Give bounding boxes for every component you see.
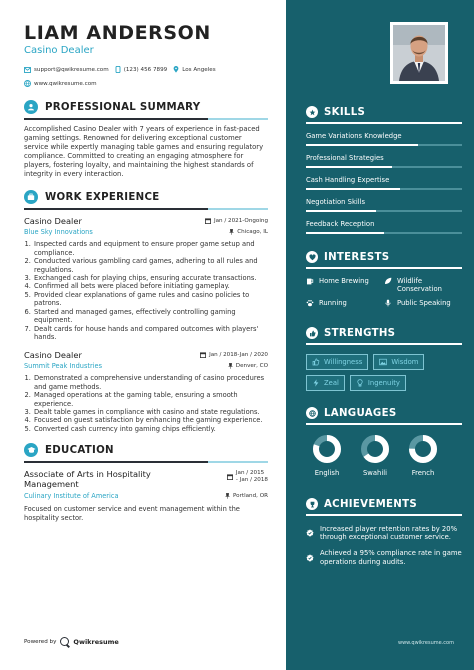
section-divider <box>24 208 268 210</box>
job-bullet: 4. Confirmed all bets were placed before initiating gameplay. <box>33 282 268 290</box>
job-entry <box>24 350 268 433</box>
strength-tags <box>306 354 456 391</box>
job-list <box>24 216 268 433</box>
job-title: Casino Dealer <box>24 350 82 361</box>
lightbulb-icon <box>356 379 364 387</box>
summary-section <box>24 100 268 178</box>
skill-bar-fill <box>306 166 392 168</box>
languages-heading: LANGUAGES <box>324 407 397 419</box>
contact-phone[interactable] <box>115 66 168 73</box>
skill-bar-fill <box>306 144 418 146</box>
company-name: Summit Peak Industries <box>24 362 103 371</box>
qwikresume-logo-icon <box>60 637 69 646</box>
interest-item <box>384 299 462 307</box>
pin-icon <box>229 229 234 235</box>
job-bullet: 6. Started and managed games, effectively controlling gaming equipment. <box>33 308 268 325</box>
language-label: English <box>314 468 340 477</box>
company-name: Blue Sky Innovations <box>24 228 93 237</box>
education-location <box>225 493 268 499</box>
pin-icon <box>228 363 233 369</box>
map-pin-icon <box>173 66 179 73</box>
calendar-icon <box>205 218 211 224</box>
badge-icon <box>306 526 314 542</box>
job-date-text: Jan / 2021-Ongoing <box>213 218 268 225</box>
skill-label: Professional Strategies <box>306 153 384 162</box>
summary-icon <box>24 100 38 114</box>
leaf-icon <box>384 277 392 285</box>
job-location <box>228 363 268 369</box>
contact-location <box>173 66 215 73</box>
job-bullet: 2. Conducted various gambling card games, adhering to all rules and regulations. <box>33 257 268 274</box>
phone-text: (123) 456 7899 <box>123 66 168 73</box>
envelope-icon <box>24 67 31 73</box>
calendar-icon <box>200 352 206 358</box>
strengths-icon <box>306 327 318 339</box>
job-bullet: 4. Focused on guest satisfaction by enhancing the gaming experience. <box>33 416 268 424</box>
graduation-cap-icon <box>24 443 38 457</box>
strength-label: Wisdom <box>391 357 419 366</box>
education-section <box>24 443 268 522</box>
interest-item <box>384 277 462 293</box>
image-icon <box>379 358 387 366</box>
achievement-item <box>306 549 462 566</box>
skill-label: Cash Handling Expertise <box>306 175 390 184</box>
achievement-text: Achieved a 95% compliance rate in game operations during audits. <box>320 549 462 566</box>
job-date <box>200 352 268 358</box>
job-entry <box>24 216 268 341</box>
strengths-section <box>306 327 462 391</box>
achievements-section <box>306 498 462 566</box>
skills-icon <box>306 106 318 118</box>
bolt-icon <box>312 379 320 387</box>
language-item <box>360 434 390 477</box>
job-bullet: 1. Inspected cards and equipment to ensure proper game setup and compliance. <box>33 240 268 257</box>
language-label: French <box>411 468 435 477</box>
strength-label: Ingenuity <box>367 378 400 387</box>
skill-label: Negotiation Skills <box>306 197 366 206</box>
strength-label: Zeal <box>324 378 339 387</box>
education-date: Jan / 2015 - Jan / 2018 <box>227 470 268 484</box>
education-heading: EDUCATION <box>45 444 114 456</box>
skill-item <box>306 220 462 234</box>
job-title: Casino Dealer <box>24 216 82 227</box>
interests-icon <box>306 251 318 263</box>
skill-bar <box>306 144 462 146</box>
sidebar-divider <box>306 514 462 516</box>
powered-by-footer[interactable] <box>24 637 119 646</box>
interest-item <box>306 277 384 293</box>
skill-bar <box>306 188 462 190</box>
job-bullet: 5. Provided clear explanations of game rules and casino policies to patrons. <box>33 291 268 308</box>
contact-email[interactable] <box>24 67 109 73</box>
sidebar-divider <box>306 423 462 425</box>
globe-icon <box>24 80 31 87</box>
school-name: Culinary Institute of America <box>24 492 119 501</box>
languages-section <box>306 407 462 477</box>
skill-bar <box>306 210 462 212</box>
education-date-end: Jan / 2018 <box>239 477 268 484</box>
skill-item <box>306 132 462 146</box>
section-divider <box>24 461 268 463</box>
achievements-icon <box>306 498 318 510</box>
person-portrait-icon <box>393 25 445 81</box>
microphone-icon <box>384 299 392 307</box>
job-bullet: 3. Dealt table games in compliance with casino and state regulations. <box>33 408 268 416</box>
interest-list <box>306 277 462 308</box>
sidebar <box>286 0 474 670</box>
sidebar-footer-url[interactable]: www.qwikresume.com <box>398 640 454 646</box>
achievement-item <box>306 525 462 542</box>
powered-by-text: Powered by <box>24 638 57 645</box>
strength-tag <box>306 354 368 370</box>
website-text: www.qwikresume.com <box>34 80 97 87</box>
pin-icon <box>225 493 230 499</box>
section-divider <box>24 118 268 120</box>
language-level-ring <box>312 434 342 464</box>
job-bullet: 3. Exchanged cash for playing chips, ensuring accurate transactions. <box>33 274 268 282</box>
job-bullet: 1. Demonstrated a comprehensive understanding of casino procedures and game methods. <box>33 374 268 391</box>
candidate-role: Casino Dealer <box>24 45 94 56</box>
job-location-text: Chicago, IL <box>237 229 268 236</box>
summary-text: Accomplished Casino Dealer with 7 years of experience in fast-paced gaming settings. Renowned for delivering exceptional customer service while expertly managing table games and ensuring regulatory compliance. Committed to creating an engaging atmosphere for players, fostering loyalty, and maintaining the highest standards of integrity in every interaction. <box>24 125 264 178</box>
job-bullet: 7. Dealt cards for house hands and compared outcomes with players' hands. <box>33 325 268 342</box>
skill-bar-fill <box>306 188 400 190</box>
sidebar-divider <box>306 267 462 269</box>
strength-tag <box>350 375 406 391</box>
contact-website[interactable] <box>24 80 268 87</box>
email-text: support@qwikresume.com <box>34 66 109 73</box>
job-date <box>205 218 268 224</box>
education-location-text: Portland, OR <box>232 493 268 500</box>
language-level-ring <box>408 434 438 464</box>
location-text: Los Angeles <box>182 66 216 73</box>
sidebar-divider <box>306 343 462 345</box>
skill-item <box>306 154 462 168</box>
skill-label: Feedback Reception <box>306 219 375 228</box>
contact-row <box>24 66 268 73</box>
job-location-text: Denver, CO <box>235 363 268 370</box>
skill-item <box>306 176 462 190</box>
profile-photo <box>390 22 448 84</box>
skill-label: Game Variations Knowledge <box>306 131 402 140</box>
strength-tag <box>373 354 424 370</box>
job-location <box>229 229 268 235</box>
skill-item <box>306 198 462 212</box>
beer-icon <box>306 277 314 285</box>
job-bullets <box>24 240 268 341</box>
badge-icon <box>306 550 314 566</box>
achievement-text: Increased player retention rates by 20% through exceptional customer service. <box>320 524 458 541</box>
job-bullet: 2. Managed operations at the gaming table, ensuring a smooth experience. <box>33 391 268 408</box>
languages-icon <box>306 407 318 419</box>
phone-icon <box>115 66 121 73</box>
briefcase-icon <box>24 190 38 204</box>
interests-heading: INTERESTS <box>324 251 390 263</box>
interest-label: Home Brewing <box>319 276 369 285</box>
job-bullet: 5. Converted cash currency into gaming chips efficiently. <box>33 425 268 433</box>
job-bullets <box>24 374 268 433</box>
job-date-text: Jan / 2018-Jan / 2020 <box>209 352 268 359</box>
education-date-start: Jan / 2015 <box>235 470 265 477</box>
interest-label: Public Speaking <box>397 298 451 307</box>
skills-heading: SKILLS <box>324 106 366 118</box>
experience-heading: WORK EXPERIENCE <box>45 191 160 203</box>
skill-bar <box>306 232 462 234</box>
summary-heading: PROFESSIONAL SUMMARY <box>45 101 201 113</box>
language-item <box>408 434 438 477</box>
language-level-ring <box>360 434 390 464</box>
skill-bar <box>306 166 462 168</box>
calendar-icon <box>227 470 233 484</box>
candidate-name: LIAM ANDERSON <box>24 22 211 44</box>
language-item <box>312 434 342 477</box>
sidebar-divider <box>306 122 462 124</box>
skill-bar-fill <box>306 210 376 212</box>
experience-section <box>24 190 268 433</box>
education-description: Focused on customer service and event management within the hospitality sector. <box>24 505 240 522</box>
interest-label: Wildlife Conservation <box>397 276 442 293</box>
skill-list <box>306 132 462 234</box>
degree-title: Associate of Arts in Hospitality Management <box>24 469 151 490</box>
interests-section <box>306 251 462 307</box>
paw-icon <box>306 299 314 307</box>
interest-item <box>306 299 384 307</box>
language-label: Swahili <box>362 468 387 477</box>
strengths-heading: STRENGTHS <box>324 327 396 339</box>
interest-label: Running <box>319 298 347 307</box>
brand-text: Qwikresume <box>73 637 119 646</box>
language-list <box>306 434 462 477</box>
achievement-list <box>306 525 462 567</box>
thumbs-up-icon <box>312 358 320 366</box>
skill-bar-fill <box>306 232 384 234</box>
strength-tag <box>306 375 345 391</box>
strength-label: Willingness <box>324 357 363 366</box>
achievements-heading: ACHIEVEMENTS <box>324 498 417 510</box>
skills-section <box>306 106 462 234</box>
